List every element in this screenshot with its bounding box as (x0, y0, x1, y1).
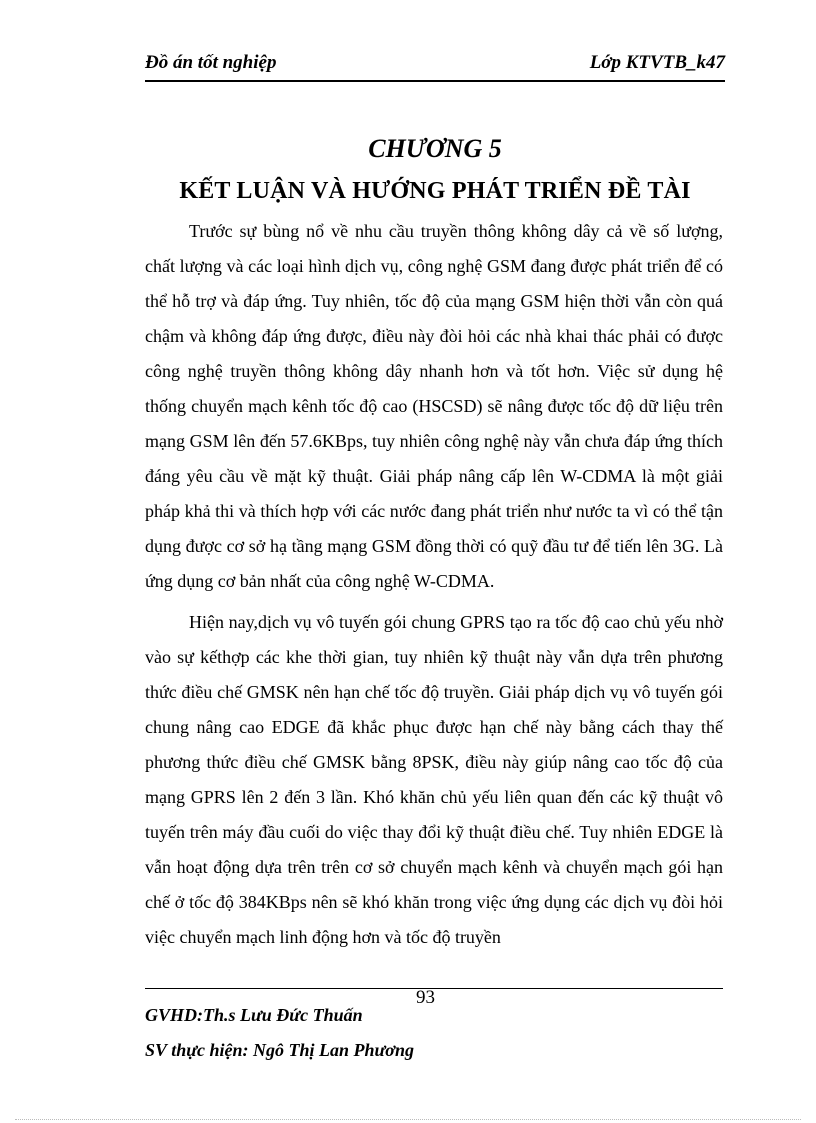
footer-supervisor: GVHD:Th.s Lưu Đức Thuấn (145, 1005, 363, 1025)
header-class-name: Lớp KTVTB_k47 (589, 52, 725, 73)
paragraph-1: Trước sự bùng nổ về nhu cầu truyền thông không dây cả về số lượng, chất lượng và các loại hình dịch vụ, công nghệ GSM đang được phát triển để có thể hỗ trợ và đáp ứng. Tuy nhiên, tốc độ của mạng GSM hiện thời vẫn còn quá chậm và không đáp ứng được, điều này đòi hỏi các nhà khai thác phải có được công nghệ truyền thông không dây nhanh hơn và tốt hơn. Việc sử dụng hệ thống chuyển mạch kênh tốc độ cao (HSCSD) sẽ nâng được tốc độ dữ liệu trên mạng GSM lên đến 57.6KBps, tuy nhiên công nghệ này vẫn chưa đáp ứng thích đáng yêu cầu về mặt kỹ thuật. Giải pháp nâng cấp lên W-CDMA là một giải pháp khả thi và thích hợp với các nước đang phát triển như nước ta vì có thể tận dụng được cơ sở hạ tầng mạng GSM đồng thời có quỹ đầu tư để tiến lên 3G. Là ứng dụng cơ bản nhất của công nghệ W-CDMA. (145, 221, 723, 591)
page-number: 93 (416, 987, 435, 1008)
paragraph-2: Hiện nay,dịch vụ vô tuyến gói chung GPRS tạo ra tốc độ cao chủ yếu nhờ vào sự kếthợp các khe thời gian, tuy nhiên kỹ thuật này vẫn dựa trên phương thức điều chế GMSK nên hạn chế tốc độ truyền. Giải pháp dịch vụ vô tuyến gói chung nâng cao EDGE đã khắc phục được hạn chế này bằng cách thay thế phương thức điều chế GMSK bằng 8PSK, điều này giúp nâng cao tốc độ của mạng GPRS lên 2 đến 3 lần. Khó khăn chủ yếu liên quan đến các kỹ thuật vô tuyến trên máy đầu cuối do việc thay đổi kỹ thuật điều chế. Tuy nhiên EDGE là vẫn hoạt động dựa trên trên cơ sở chuyển mạch kênh và chuyển mạch gói hạn chế ở tốc độ 384KBps nên sẽ khó khăn trong việc ứng dụng các dịch vụ đòi hỏi việc chuyển mạch linh động hơn và tốc độ truyền (145, 612, 723, 947)
chapter-number: CHƯƠNG 5 (368, 134, 502, 163)
footer-student: SV thực hiện: Ngô Thị Lan Phương (145, 1040, 414, 1060)
page-header (145, 50, 725, 82)
page-bottom-border (15, 1119, 801, 1120)
header-course-title: Đồ án tốt nghiệp (145, 52, 277, 73)
chapter-title: KẾT LUẬN VÀ HƯỚNG PHÁT TRIỂN ĐỀ TÀI (179, 178, 691, 204)
body-text (145, 214, 723, 955)
